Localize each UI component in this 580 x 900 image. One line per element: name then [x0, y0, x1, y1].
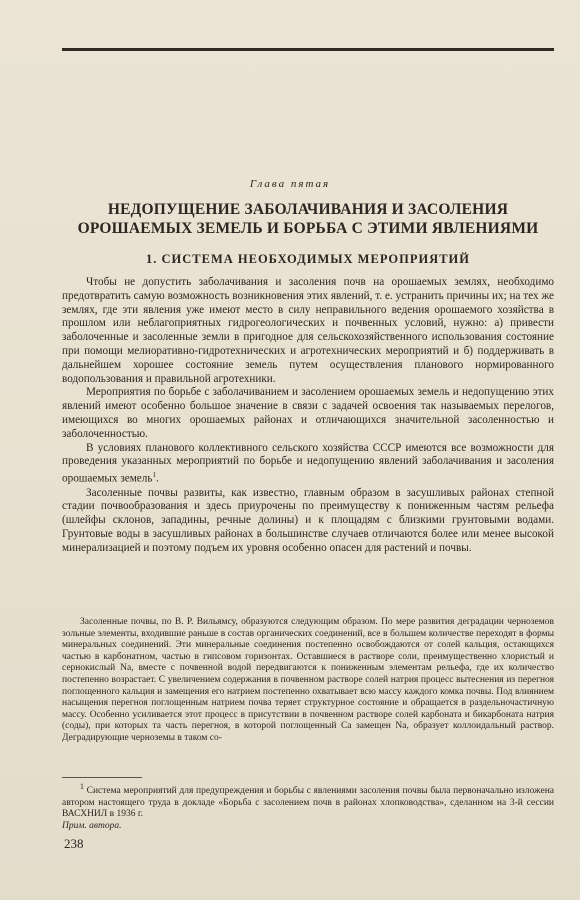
- paragraph-text: В условиях планового коллективного сельского хозяйства СССР имеются все возможности для проведения указанных мероприятий по борьбе и недопущению явлений заболачивания и засоления орошаемых земель: [62, 441, 554, 485]
- footnote: [62, 781, 554, 833]
- paragraph: Чтобы не допустить заболачивания и засоления почв на орошаемых землях, необходимо предотвратить самую возможность возникновения этих явлений, т. е. устранить причины их; на тех же землях, где эти явления уже имеют место в силу неправильного ведения орошаемого хозяйства в прошлом или неблагоприятных гидрогеологических и почвенных условий, нужно: а) привести заболоченные и засоленные земли в пригодное для сельскохозяйственного использования состояние при помощи мелиоративно-гидротехнических и агротехнических мероприятий и б) поддерживать в дальнейшем хорошее состояние земель путем осуществления планового нормированного водопользования и правильной агротехники.: [62, 276, 554, 385]
- footnote-text: Система мероприятий для предупреждения и борьбы с явлениями засоления почвы была первоначально изложена автором настоящего труда в докладе «Борьба с засолением почв в районах хлопководства», сделанном на 3-й сессии ВАСХНИЛ в 1936 г.: [62, 786, 554, 820]
- small-print-paragraph: Засоленные почвы, по В. Р. Вильямсу, образуются следующим образом. По мере развития деградации черноземов зольные элементы, входившие раньше в состав органических соединений, все в большем количестве переходят в формы минеральных соединений. Эти минеральные соединения постепенно освобождаются от солей кальция, остающихся частью в карбонатном, частью в гипсовом горизонтах. Оставшиеся в растворе соли, преимущественно хлористый и сернокислый Na, вместе с почвенной водой передвигаются к пониженным элементам рельефа, где их количество постепенно возрастает. С увеличением содержания в почвенном растворе солей натрия процесс вытеснения из перегноя поглощенного кальция и замещения его натрием постепенно охватывает всю массу каждого комка почвы. Под влиянием насыщения перегноя поглощенным натрием почва теряет структурное состояние и обращается в раздельночастичную массу. Особенно усиливается этот процесс в присутствии в почвенном растворе солей карбоната и бикарбоната натрия (соды), при которых та часть перегноя, в которой поглощенный Са замещен Na, образует коллоидальный раствор. Деградирующие черноземы в таком со-: [62, 617, 554, 743]
- chapter-title: НЕДОПУЩЕНИЕ ЗАБОЛАЧИВАНИЯ И ЗАСОЛЕНИЯ ОРОШАЕМЫХ ЗЕМЕЛЬ И БОРЬБА С ЭТИМИ ЯВЛЕНИЯМИ: [77, 201, 539, 237]
- chapter-label: Глава пятая: [249, 178, 331, 190]
- small-print-block: [62, 617, 554, 745]
- footnote-rule: [62, 777, 142, 778]
- paragraph-footnoted: [62, 442, 554, 487]
- paragraph-end: .: [155, 472, 159, 485]
- footnote-reference: 1: [152, 471, 156, 480]
- page-number: 238: [64, 836, 84, 851]
- paragraph: Засоленные почвы развиты, как известно, главным образом в засушливых районах степной стадии почвообразования и здесь приурочены по преимуществу к пониженным частям рельефа (шлейфы склонов, западины, речные долины) и к площадям с близкими грунтовыми водами. Грунтовые воды в засушливых районах в большинстве случаев отличаются более или менее высокой минерализацией и поэтому подъем их уровня особенно опасен для растений и почвы.: [62, 486, 554, 554]
- footnote-paragraph: [62, 781, 554, 833]
- paragraph: Мероприятия по борьбе с заболачиванием и засолением орошаемых земель и недопущению этих явлений имеют особенно большое значение в связи с задачей освоения так называемых перелогов, имеющихся во многих орошаемых районах и отличающихся значительной засоленностью и заболоченностью.: [62, 386, 554, 440]
- author-note: Прим. автора.: [62, 820, 122, 831]
- body-text: [62, 276, 554, 556]
- section-heading: 1. СИСТЕМА НЕОБХОДИМЫХ МЕРОПРИЯТИЙ: [146, 252, 470, 266]
- footnote-mark: 1: [80, 782, 84, 791]
- top-rule: [62, 48, 554, 51]
